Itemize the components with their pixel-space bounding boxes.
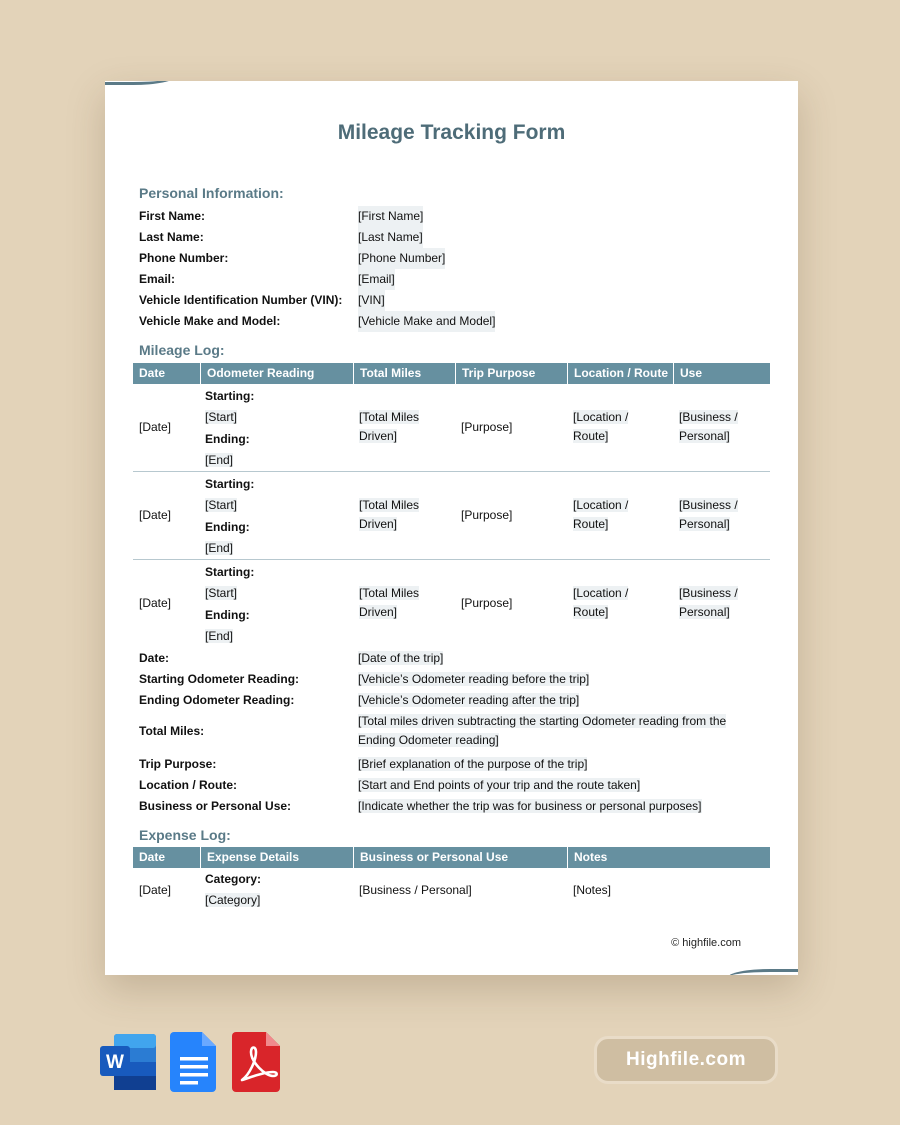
def-location (139, 776, 779, 797)
copyright-text: © highfile.com (671, 937, 741, 949)
field-value[interactable]: [First Name] (358, 206, 423, 227)
def-label: Location / Route: (139, 778, 237, 792)
def-value: [Brief explanation of the purpose of the trip] (358, 757, 588, 771)
field-value[interactable]: [Last Name] (358, 227, 423, 248)
def-value: [Vehicle’s Odometer reading before the trip] (358, 672, 590, 686)
def-value: [Indicate whether the trip was for business or personal purposes] (358, 799, 702, 813)
def-label: Date: (139, 651, 170, 665)
mileage-table-header (133, 363, 770, 384)
row-total-miles[interactable]: [Total Miles Driven] (359, 498, 420, 531)
def-label: Business or Personal Use: (139, 799, 292, 813)
col-use: Use (673, 363, 770, 384)
end-value[interactable]: [End] (205, 452, 234, 467)
col-business-personal: Business or Personal Use (353, 847, 567, 868)
col-date: Date (139, 850, 166, 864)
col-expense-details: Expense Details (200, 847, 353, 868)
field-value[interactable]: [Vehicle Make and Model] (358, 311, 495, 332)
col-date: Date (139, 366, 166, 380)
start-label: Starting: (205, 565, 255, 579)
end-value[interactable]: [End] (205, 540, 234, 555)
col-location: Location / Route (567, 363, 673, 384)
category-value[interactable]: [Category] (205, 893, 261, 908)
row-use[interactable]: [Business / Personal] (679, 586, 738, 619)
row-use[interactable]: [Business / Personal] (679, 410, 738, 443)
row-location[interactable]: [Location / Route] (573, 410, 629, 443)
def-label: Ending Odometer Reading: (139, 693, 295, 707)
category-label: Category: (205, 872, 262, 886)
def-value: [Vehicle’s Odometer reading after the trip] (358, 693, 580, 707)
def-value: [Total miles driven subtracting the starting Odometer reading from the Ending Odometer reading] (358, 714, 727, 747)
end-value[interactable]: [End] (205, 628, 234, 643)
format-icons (100, 1030, 290, 1097)
row-date[interactable]: [Date] (139, 420, 172, 434)
table-row (133, 868, 770, 914)
def-label: Starting Odometer Reading: (139, 672, 300, 686)
start-label: Starting: (205, 477, 255, 491)
start-value[interactable]: [Start] (205, 410, 238, 425)
start-label: Starting: (205, 389, 255, 403)
field-vin (139, 290, 779, 311)
end-label: Ending: (205, 431, 250, 446)
row-date[interactable]: [Date] (139, 596, 172, 610)
table-row (133, 472, 770, 560)
end-label: Ending: (205, 519, 250, 534)
field-label: Email: (139, 272, 176, 286)
decor-swoosh-bottom (728, 969, 798, 975)
def-label: Trip Purpose: (139, 757, 217, 771)
def-end-odometer (139, 691, 779, 712)
document-page (105, 81, 798, 975)
col-trip-purpose: Trip Purpose (455, 363, 567, 384)
def-total-miles (139, 712, 779, 752)
row-total-miles[interactable]: [Total Miles Driven] (359, 586, 420, 619)
expense-use[interactable]: [Business / Personal] (359, 883, 472, 897)
expense-details (205, 869, 261, 912)
page-title: Mileage Tracking Form (337, 121, 566, 144)
col-total-miles: Total Miles (353, 363, 455, 384)
expense-log-heading: Expense Log: (139, 827, 231, 843)
def-date (139, 649, 779, 670)
format-icons-svg (100, 1030, 290, 1092)
expense-date[interactable]: [Date] (139, 883, 172, 897)
row-location[interactable]: [Location / Route] (573, 586, 629, 619)
row-use[interactable]: [Business / Personal] (679, 498, 738, 531)
row-odometer (205, 386, 254, 471)
start-value[interactable]: [Start] (205, 586, 238, 601)
start-value[interactable]: [Start] (205, 498, 238, 513)
field-first-name (139, 206, 779, 227)
field-phone (139, 248, 779, 269)
table-row (133, 560, 770, 648)
field-last-name (139, 227, 779, 248)
end-label: Ending: (205, 607, 250, 622)
def-use (139, 797, 779, 818)
row-date[interactable]: [Date] (139, 508, 172, 522)
def-value: [Date of the trip] (358, 651, 444, 665)
col-odometer: Odometer Reading (200, 363, 353, 384)
row-purpose[interactable]: [Purpose] (461, 508, 513, 522)
expense-notes[interactable]: [Notes] (573, 883, 612, 897)
field-label: Last Name: (139, 230, 204, 244)
field-label: Phone Number: (139, 251, 229, 265)
row-odometer (205, 562, 254, 647)
def-label: Total Miles: (139, 724, 205, 738)
def-start-odometer (139, 670, 779, 691)
pdf-icon[interactable] (232, 1032, 280, 1092)
row-total-miles[interactable]: [Total Miles Driven] (359, 410, 420, 443)
field-email (139, 269, 779, 290)
table-row (133, 384, 770, 472)
field-label: Vehicle Make and Model: (139, 314, 281, 328)
row-purpose[interactable]: [Purpose] (461, 596, 513, 610)
col-notes: Notes (567, 847, 770, 868)
def-value: [Start and End points of your trip and the route taken] (358, 778, 641, 792)
def-trip-purpose (139, 755, 779, 776)
word-icon[interactable] (100, 1034, 156, 1090)
field-value[interactable]: [Email] (358, 269, 395, 290)
expense-table-header (133, 847, 770, 868)
field-value[interactable]: [Phone Number] (358, 248, 445, 269)
field-vehicle-make (139, 311, 779, 332)
mileage-log-heading: Mileage Log: (139, 342, 225, 358)
field-label: Vehicle Identification Number (VIN): (139, 293, 343, 307)
field-value[interactable]: [VIN] (358, 290, 385, 311)
field-label: First Name: (139, 209, 206, 223)
row-odometer (205, 474, 254, 559)
google-docs-icon[interactable] (170, 1032, 216, 1092)
decor-swoosh-top (105, 81, 175, 85)
svg-text:W: W (106, 1052, 124, 1073)
personal-info-heading: Personal Information: (139, 185, 284, 201)
row-purpose[interactable]: [Purpose] (461, 420, 513, 434)
highfile-brand-button[interactable]: Highfile.com (594, 1036, 778, 1084)
row-location[interactable]: [Location / Route] (573, 498, 629, 531)
